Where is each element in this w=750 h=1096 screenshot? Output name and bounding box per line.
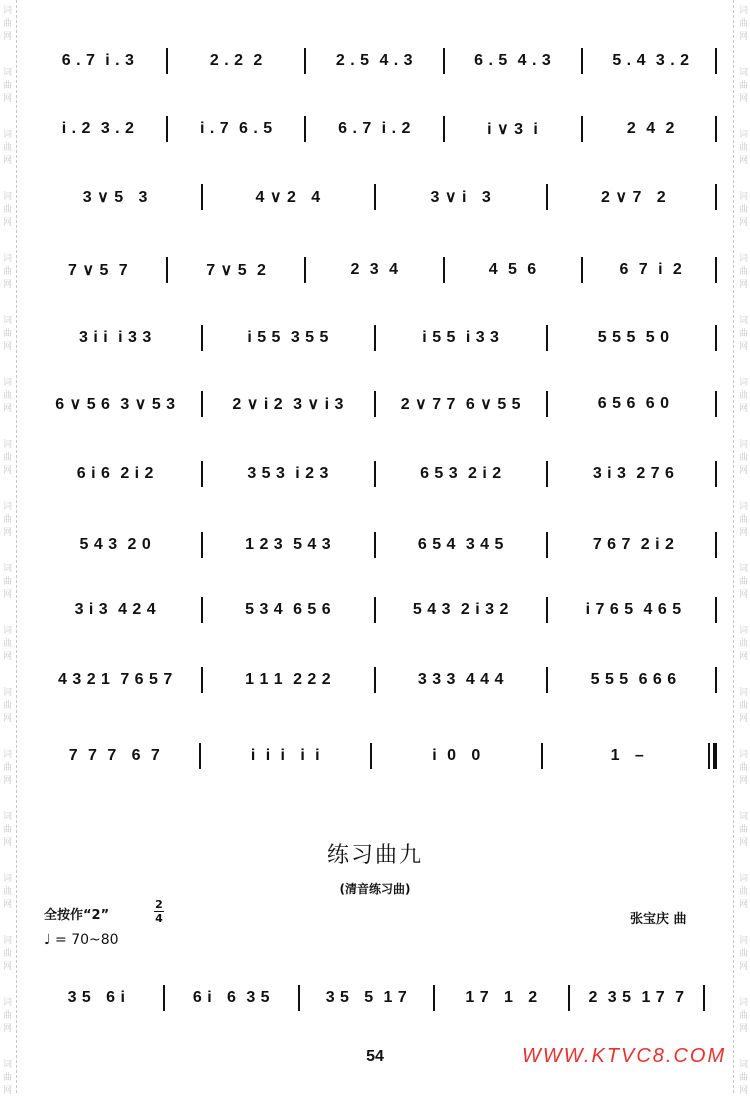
- measure: 7 ∨ 5 2: [206, 262, 267, 279]
- bar-line: [304, 48, 306, 74]
- watermark-char: 网: [739, 31, 749, 41]
- watermark-char: 网: [3, 961, 13, 971]
- score-row: [42, 184, 717, 210]
- watermark-char: 网: [739, 713, 749, 723]
- watermark-char: 词: [739, 1059, 749, 1069]
- measure: 3 5 6 i: [67, 989, 126, 1006]
- watermark-char: 网: [3, 1023, 13, 1033]
- watermark-char: 词: [739, 997, 749, 1007]
- measure: 5 4 3 2 0: [79, 536, 152, 553]
- watermark-char: 网: [3, 775, 13, 785]
- measure: 3 i 3 4 2 4: [74, 601, 157, 618]
- measure: 3 ∨ 5 3: [82, 189, 148, 206]
- bar-line: [374, 597, 376, 623]
- bar-line: [546, 461, 548, 487]
- watermark-char: 曲: [3, 638, 13, 648]
- measure: 6 7 i 2: [619, 261, 683, 278]
- measure: 2 ∨ 7 2: [601, 189, 667, 206]
- measure: 2 ∨ 7 7 6 ∨ 5 5: [400, 396, 522, 413]
- watermark-char: 网: [739, 837, 749, 847]
- measure: 3 5 3 i 2 3: [247, 465, 329, 482]
- watermark-char: 网: [3, 837, 13, 847]
- watermark-char: 网: [3, 589, 13, 599]
- watermark-char: 词: [3, 1059, 13, 1069]
- watermark-char: 词: [739, 749, 749, 759]
- bar-line: [201, 667, 203, 693]
- watermark-char: 网: [739, 155, 749, 165]
- watermark-char: 词: [739, 191, 749, 201]
- bar-line: [715, 532, 717, 558]
- score-row: [42, 461, 717, 487]
- watermark-char: 曲: [739, 762, 749, 772]
- measure: 2 3 5 1 7 7: [588, 989, 685, 1006]
- measure: 3 5 5 1 7: [325, 989, 408, 1006]
- watermark-char: 曲: [3, 514, 13, 524]
- watermark-char: 曲: [3, 1010, 13, 1020]
- watermark-char: 曲: [739, 204, 749, 214]
- watermark-char: 词: [739, 129, 749, 139]
- watermark-char: 曲: [739, 514, 749, 524]
- composer-credit: 张宝庆 曲: [630, 912, 687, 927]
- watermark-char: 词: [739, 687, 749, 697]
- bar-line: [201, 597, 203, 623]
- bar-line: [546, 597, 548, 623]
- watermark-char: 词: [3, 129, 13, 139]
- watermark-char: 词: [3, 377, 13, 387]
- watermark-char: 网: [739, 341, 749, 351]
- watermark-char: 词: [739, 563, 749, 573]
- watermark-char: 词: [3, 191, 13, 201]
- watermark-char: 曲: [3, 142, 13, 152]
- watermark-char: 曲: [3, 452, 13, 462]
- watermark-char: 词: [3, 67, 13, 77]
- watermark-char: 词: [739, 253, 749, 263]
- watermark-char: 词: [3, 5, 13, 15]
- measure: 7 6 7 2 i 2: [592, 536, 675, 553]
- watermark-char: 词: [3, 253, 13, 263]
- piece-subtitle: (清音练习曲): [339, 882, 411, 896]
- watermark-char: 曲: [739, 576, 749, 586]
- page-number: 54: [366, 1048, 384, 1065]
- measure: i . 2 3 . 2: [61, 120, 135, 137]
- score-row: [42, 116, 717, 142]
- fingering-instruction: 全按作“2”: [44, 908, 110, 923]
- bar-line: [374, 461, 376, 487]
- measure: 6 i 6 3 5: [192, 989, 271, 1006]
- score-row: [42, 597, 717, 623]
- watermark-char: 网: [739, 775, 749, 785]
- watermark-char: 曲: [3, 80, 13, 90]
- watermark-char: 词: [3, 811, 13, 821]
- watermark-char: 网: [3, 93, 13, 103]
- measure: 3 3 3 4 4 4: [417, 671, 504, 688]
- watermark-char: 曲: [739, 142, 749, 152]
- bar-line: [201, 461, 203, 487]
- watermark-char: 曲: [739, 948, 749, 958]
- measure: i i i i i: [250, 747, 321, 764]
- measure: 3 ∨ i 3: [430, 189, 492, 206]
- measure: 2 . 5 4 . 3: [335, 52, 414, 69]
- bar-line: [433, 985, 435, 1011]
- score-row: [42, 667, 717, 693]
- watermark-char: 词: [739, 439, 749, 449]
- measure: 6 5 3 2 i 2: [420, 465, 502, 482]
- watermark-char: 曲: [3, 824, 13, 834]
- score-row: [42, 743, 717, 769]
- watermark-char: 词: [739, 873, 749, 883]
- bar-line: [166, 116, 168, 142]
- bar-line: [374, 532, 376, 558]
- measure: 7 7 7 6 7: [68, 747, 161, 764]
- measure: 1 7 1 2: [465, 989, 538, 1006]
- measure: 6 ∨ 5 6 3 ∨ 5 3: [55, 396, 176, 413]
- bar-line: [715, 184, 717, 210]
- measure: 1 2 3 5 4 3: [245, 536, 332, 553]
- tempo-marking: ♩ = 70~80: [44, 932, 119, 948]
- watermark-char: 网: [739, 279, 749, 289]
- score-row: [42, 391, 717, 417]
- measure: i 5 5 3 5 5: [247, 329, 329, 346]
- bar-line: [298, 985, 300, 1011]
- measure: 2 . 2 2: [209, 52, 263, 69]
- bar-line: [304, 116, 306, 142]
- watermark-char: 网: [739, 403, 749, 413]
- watermark-char: 网: [3, 527, 13, 537]
- bar-line: [163, 985, 165, 1011]
- measure: 5 . 4 3 . 2: [612, 52, 690, 69]
- measure: 4 5 6: [488, 261, 537, 278]
- bar-line: [201, 325, 203, 351]
- final-bar-line: [713, 743, 717, 769]
- watermark-char: 网: [3, 1085, 13, 1095]
- watermark-char: 词: [3, 501, 13, 511]
- watermark-char: 曲: [739, 452, 749, 462]
- bar-line: [546, 184, 548, 210]
- bar-line: [715, 48, 717, 74]
- watermark-char: 词: [739, 935, 749, 945]
- watermark-char: 词: [739, 5, 749, 15]
- watermark-char: 词: [3, 873, 13, 883]
- bar-line: [708, 743, 710, 769]
- watermark-char: 网: [739, 1085, 749, 1095]
- measure: 1 1 1 2 2 2: [245, 671, 332, 688]
- watermark-char: 曲: [3, 886, 13, 896]
- watermark-char: 网: [3, 341, 13, 351]
- bar-line: [304, 257, 306, 283]
- watermark-char: 曲: [3, 762, 13, 772]
- watermark-char: 曲: [739, 886, 749, 896]
- measure: 7 ∨ 5 7: [68, 262, 129, 279]
- measure: 4 3 2 1 7 6 5 7: [58, 671, 173, 688]
- watermark-char: 网: [3, 279, 13, 289]
- time-signature-bottom: 4: [155, 912, 163, 925]
- watermark-char: 曲: [739, 700, 749, 710]
- bar-line: [374, 184, 376, 210]
- watermark-char: 曲: [739, 266, 749, 276]
- watermark-char: 词: [739, 377, 749, 387]
- watermark-char: 网: [3, 713, 13, 723]
- watermark-char: 曲: [3, 700, 13, 710]
- bar-line: [166, 48, 168, 74]
- watermark-char: 词: [3, 687, 13, 697]
- watermark-char: 网: [739, 899, 749, 909]
- measure: 2 ∨ i 2 3 ∨ i 3: [232, 396, 344, 413]
- watermark-char: 网: [739, 217, 749, 227]
- watermark-char: 曲: [3, 576, 13, 586]
- bar-line: [715, 325, 717, 351]
- measure: i 0 0: [432, 747, 481, 764]
- measure: 6 5 6 6 0: [597, 395, 670, 412]
- bar-line: [715, 257, 717, 283]
- bar-line: [443, 48, 445, 74]
- time-signature: [154, 899, 164, 924]
- bar-line: [199, 743, 201, 769]
- watermark-char: 曲: [739, 1010, 749, 1020]
- bar-line: [443, 257, 445, 283]
- bar-line: [715, 391, 717, 417]
- measure: 5 4 3 2 i 3 2: [412, 601, 509, 618]
- watermark-char: 词: [739, 315, 749, 325]
- bar-line: [546, 667, 548, 693]
- measure: 4 ∨ 2 4: [255, 189, 321, 206]
- watermark-char: 网: [3, 465, 13, 475]
- watermark-char: 网: [3, 899, 13, 909]
- watermark-char: 曲: [739, 18, 749, 28]
- score-row: [42, 257, 717, 283]
- watermark-char: 曲: [3, 390, 13, 400]
- watermark-char: 网: [739, 1023, 749, 1033]
- bar-line: [370, 743, 372, 769]
- measure: 6 i 6 2 i 2: [76, 465, 154, 482]
- watermark-char: 曲: [739, 1072, 749, 1082]
- watermark-char: 曲: [3, 266, 13, 276]
- measure: i 5 5 i 3 3: [422, 329, 500, 346]
- bar-line: [374, 325, 376, 351]
- measure: 6 . 5 4 . 3: [474, 52, 552, 69]
- watermark-char: 词: [3, 439, 13, 449]
- watermark-char: 网: [3, 217, 13, 227]
- bar-line: [443, 116, 445, 142]
- measure: i 7 6 5 4 6 5: [585, 601, 682, 618]
- watermark-char: 曲: [739, 80, 749, 90]
- bar-line: [715, 667, 717, 693]
- measure: 1 –: [610, 747, 645, 764]
- watermark-char: 曲: [3, 328, 13, 338]
- bar-line: [546, 532, 548, 558]
- watermark-char: 曲: [3, 18, 13, 28]
- bar-line: [581, 257, 583, 283]
- bar-line: [546, 325, 548, 351]
- measure: i . 7 6 . 5: [199, 120, 273, 137]
- watermark-char: 网: [739, 93, 749, 103]
- watermark-char: 词: [739, 501, 749, 511]
- site-logo: WWW.KTVC8.COM: [522, 1045, 727, 1067]
- watermark-char: 网: [3, 403, 13, 413]
- bar-line: [541, 743, 543, 769]
- bar-line: [715, 116, 717, 142]
- watermark-char: 词: [739, 625, 749, 635]
- score-row: [42, 48, 717, 74]
- watermark-char: 词: [3, 935, 13, 945]
- watermark-char: 网: [739, 961, 749, 971]
- bar-line: [715, 597, 717, 623]
- watermark-char: 词: [739, 67, 749, 77]
- score-row: [42, 325, 717, 351]
- watermark-char: 网: [3, 155, 13, 165]
- bar-line: [201, 184, 203, 210]
- bar-line: [201, 532, 203, 558]
- bar-line: [201, 391, 203, 417]
- measure: 5 3 4 6 5 6: [245, 601, 332, 618]
- bar-line: [568, 985, 570, 1011]
- bar-line: [581, 48, 583, 74]
- piece-title: 练习曲九: [326, 843, 423, 868]
- watermark-char: 词: [3, 315, 13, 325]
- bar-line: [703, 985, 705, 1011]
- watermark-char: 曲: [739, 824, 749, 834]
- score-row: [42, 985, 717, 1011]
- bar-line: [374, 391, 376, 417]
- watermark-char: 曲: [3, 1072, 13, 1082]
- watermark-char: 曲: [3, 204, 13, 214]
- watermark-char: 网: [739, 465, 749, 475]
- measure: 3 i i i 3 3: [79, 329, 152, 346]
- watermark-char: 曲: [739, 638, 749, 648]
- watermark-char: 曲: [3, 948, 13, 958]
- right-margin-watermark: [736, 0, 750, 1093]
- watermark-char: 词: [3, 749, 13, 759]
- watermark-char: 网: [739, 589, 749, 599]
- watermark-char: 网: [3, 651, 13, 661]
- watermark-char: 曲: [739, 390, 749, 400]
- time-signature-top: 2: [155, 898, 163, 911]
- watermark-char: 词: [3, 625, 13, 635]
- measure: 3 i 3 2 7 6: [592, 465, 675, 482]
- bar-line: [581, 116, 583, 142]
- measure: 5 5 5 6 6 6: [590, 671, 677, 688]
- measure: 6 . 7 i . 3: [61, 52, 135, 69]
- watermark-char: 词: [739, 811, 749, 821]
- measure: 6 5 4 3 4 5: [417, 536, 504, 553]
- left-margin-watermark: [0, 0, 14, 1093]
- measure: 6 . 7 i . 2: [338, 120, 411, 137]
- watermark-char: 词: [3, 997, 13, 1007]
- bar-line: [374, 667, 376, 693]
- bar-line: [546, 391, 548, 417]
- bar-line: [715, 461, 717, 487]
- watermark-char: 词: [3, 563, 13, 573]
- bar-line: [166, 257, 168, 283]
- measure: 5 5 5 5 0: [597, 329, 670, 346]
- score-row: [42, 532, 717, 558]
- watermark-char: 网: [739, 527, 749, 537]
- watermark-char: 网: [739, 651, 749, 661]
- measure: 2 3 4: [350, 261, 399, 278]
- watermark-char: 曲: [739, 328, 749, 338]
- measure: 2 4 2: [626, 120, 675, 137]
- measure: i ∨ 3 i: [487, 121, 539, 138]
- watermark-char: 网: [3, 31, 13, 41]
